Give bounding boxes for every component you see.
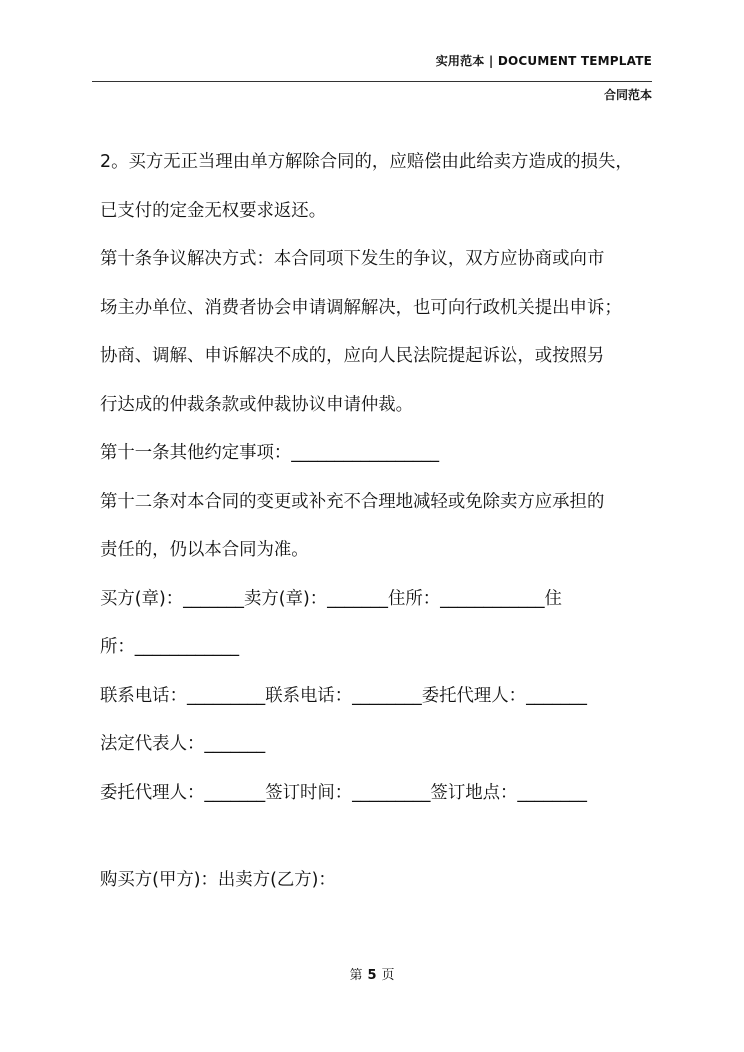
body-line-14: 委托代理人：_______签订时间：_________签订地点：________ — [100, 782, 587, 803]
footer-suffix: 页 — [381, 968, 395, 983]
body-line-6: 行达成的仲裁条款或仲裁协议申请仲裁。 — [100, 394, 414, 415]
body-line-12: 联系电话：_________联系电话：________委托代理人：_______ — [100, 685, 587, 706]
body-line-11: 所：____________ — [100, 637, 240, 657]
body-line-5: 协商、调解、申诉解决不成的，应向人民法院提起诉讼，或按照另 — [100, 346, 605, 366]
header-subtitle: 合同范本 — [603, 88, 652, 102]
header-title: 实用范本 | DOCUMENT TEMPLATE — [435, 54, 652, 68]
signature-parties-line: 购买方(甲方)：出卖方(乙方)： — [100, 870, 336, 890]
paragraph-gap — [100, 817, 656, 856]
footer-prefix: 第 — [349, 968, 363, 983]
header-divider — [92, 81, 652, 82]
body-line-8: 第十二条对本合同的变更或补充不合理地减轻或免除卖方应承担的 — [100, 491, 605, 512]
body-line-2: 已支付的定金无权要求返还。 — [100, 200, 327, 221]
body-line-3: 第十条争议解决方式：本合同项下发生的争议，双方应协商或向市 — [100, 249, 605, 269]
body-line-13: 法定代表人：_______ — [100, 734, 266, 754]
body-line-10: 买方(章)：_______卖方(章)：_______住所：____________住 — [100, 588, 562, 609]
body-line-7: 第十一条其他约定事项：_________________ — [100, 443, 440, 463]
body-line-9: 责任的，仍以本合同为准。 — [100, 540, 309, 560]
body-line-1: 2。买方无正当理由单方解除合同的，应赔偿由此给卖方造成的损失， — [100, 152, 633, 172]
body-line-4: 场主办单位、消费者协会申请调解解决，也可向行政机关提出申诉； — [100, 297, 622, 318]
page-number: 5 — [367, 968, 377, 983]
page-footer — [0, 964, 744, 983]
contract-body — [100, 138, 656, 905]
